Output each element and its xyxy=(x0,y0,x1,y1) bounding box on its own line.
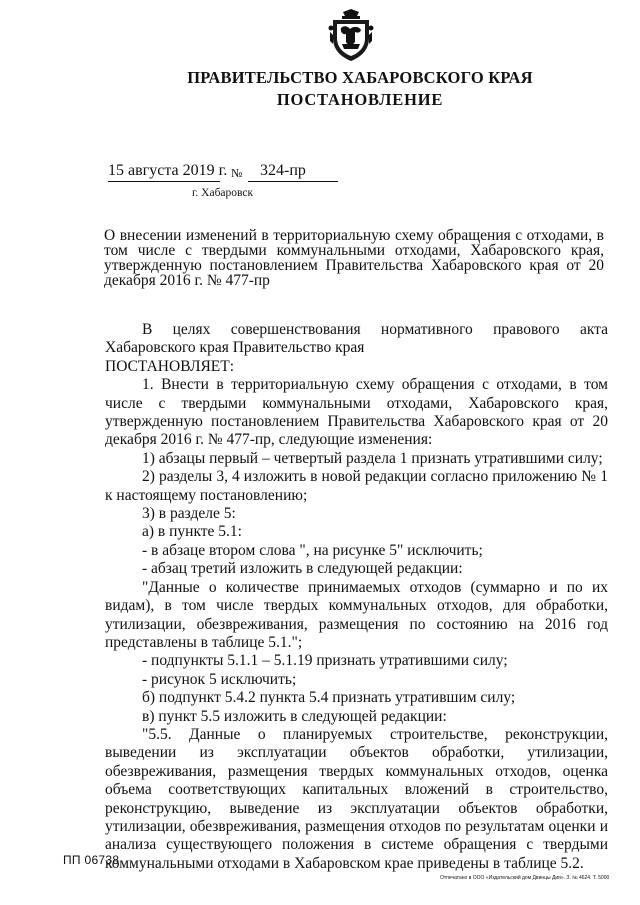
government-name: ПРАВИТЕЛЬСТВО ХАБАРОВСКОГО КРАЯ xyxy=(187,68,533,87)
body-paragraph: "Данные о количестве принимаемых отходов (суммарно и по их видам), в том числе твердых коммунальных отходов, для обработки, утилизации, обезвреживания, размещения по состоянию на 2016 год представлены в таблице 5.1."; xyxy=(105,578,608,651)
body-paragraph: - подпункты 5.1.1 – 5.1.19 признать утратившими силу; xyxy=(142,652,508,670)
body-paragraph: ПОСТАНОВЛЯЕТ: xyxy=(105,357,235,375)
document-body xyxy=(105,321,608,873)
document-subject: О внесении изменений в территориальную схему обращения с отходами, в том числе с твердыми коммунальными отходами, Хабаровского края, утвержденную постановлением Правительства Хабаровского края от 20 декабря 2016 г. № 477-пр xyxy=(104,227,604,289)
document-type: ПОСТАНОВЛЕНИЕ xyxy=(276,90,444,109)
number-label: № xyxy=(231,166,243,180)
body-paragraph: - абзац третий изложить в следующей редакции: xyxy=(142,560,463,578)
number-underline xyxy=(248,181,338,182)
body-paragraph: 1. Внести в территориальную схему обращения с отходами, в том числе с твердыми коммунальными отходами, Хабаровского края, утвержденную постановлением Правительства Хабаровского края от 20 декабря 2016 г. № 477-пр, следующие изменения: xyxy=(105,376,608,449)
body-paragraph: б) подпункт 5.4.2 пункта 5.4 признать утратившим силу; xyxy=(142,689,516,707)
body-paragraph: 3) в разделе 5: xyxy=(142,505,236,523)
body-paragraph: 1) абзацы первый – четвертый раздела 1 признать утратившими силу; xyxy=(142,449,603,467)
coat-of-arms-icon xyxy=(328,8,374,62)
body-paragraph: "5.5. Данные о планируемых строительстве, реконструкции, выведении из эксплуатации объектов обработки, утилизации, обезвреживания, размещения твердых коммунальных отходов, оценка объема соответствующих капитальных вложений в строительство, реконструкцию, выведение из эксплуатации объектов обработки, утилизации, обезвреживания, размещения отходов по результатам оценки и анализа существующего положения в системе обращения с твердыми коммунальными отходами в Хабаровском крае приведены в таблице 5.2. xyxy=(105,725,608,872)
date-underline xyxy=(108,181,220,182)
printer-note: Отпечатано в ООО «Издательский дом Двинцы Дия». З. № 4624. Т. 5000 xyxy=(440,875,610,881)
body-paragraph: - рисунок 5 исключить; xyxy=(142,670,297,688)
body-paragraph: в) пункт 5.5 изложить в следующей редакции: xyxy=(142,707,447,725)
body-paragraph: В целях совершенствования нормативного правового акта Хабаровского края Правительство края xyxy=(105,321,608,357)
body-paragraph: 2) разделы 3, 4 изложить в новой редакции согласно приложению № 1 к настоящему постановлению; xyxy=(105,468,608,504)
document-city: г. Хабаровск xyxy=(192,187,254,199)
body-paragraph: - в абзаце втором слова ", на рисунке 5" исключить; xyxy=(142,541,483,559)
body-paragraph: а) в пункте 5.1: xyxy=(142,523,242,541)
document-date: 15 августа 2019 г. xyxy=(108,162,228,179)
document-number: 324-пр xyxy=(260,162,306,179)
document-code: ПП 06738 xyxy=(63,853,120,867)
